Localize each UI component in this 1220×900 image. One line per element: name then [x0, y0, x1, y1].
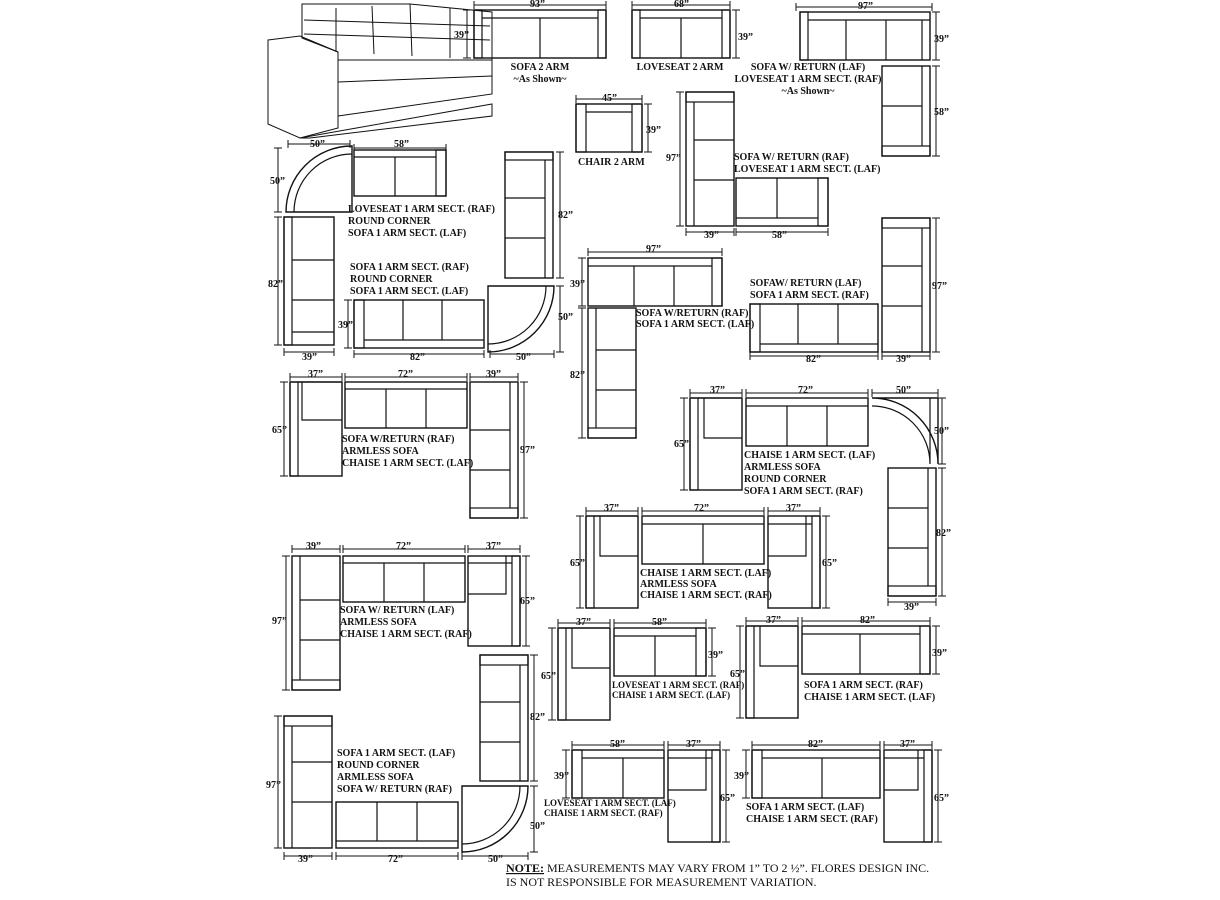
- dim-label: 39”: [708, 650, 723, 661]
- chaise-raf-arm: [924, 750, 932, 842]
- config-label-line: SOFAW/ RETURN (LAF): [750, 278, 862, 289]
- config-label-line: LOVESEAT 1 ARM SECT. (RAF): [348, 204, 495, 215]
- config-label-line: LOVESEAT 1 ARM SECT. (RAF): [734, 74, 882, 85]
- dim-label: 45”: [602, 93, 617, 104]
- chaise-laf-arm: [746, 626, 754, 718]
- sofa-return-laf-module: [800, 12, 930, 60]
- loveseat-laf-arm: [818, 178, 828, 226]
- sofa-illustration-base: [300, 104, 492, 138]
- config-label: [804, 680, 935, 703]
- note-line-1: MEASUREMENTS MAY VARY FROM 1” TO 2 ½”. FLORES DESIGN INC.: [544, 861, 930, 875]
- config-label: [511, 62, 570, 85]
- chaise-raf-arm: [812, 516, 820, 608]
- round-corner-module: [286, 146, 352, 212]
- dim-label: 58”: [772, 230, 787, 241]
- chaise-laf-back: [566, 628, 610, 668]
- dim-label: 82”: [806, 354, 821, 365]
- sofa-return-laf-arm: [292, 680, 340, 690]
- dim-label: 72”: [396, 541, 411, 552]
- dim-label: 50”: [516, 352, 531, 363]
- dim-label: 39”: [738, 32, 753, 43]
- sofa-2-arm: [474, 10, 606, 58]
- sofa-2-arm-right-arm: [598, 10, 606, 58]
- dim-label: 58”: [610, 739, 625, 750]
- dim-label: 37”: [710, 385, 725, 396]
- sofa-illustration-arm: [268, 36, 338, 138]
- config-label-line: SOFA 1 ARM SECT. (LAF): [636, 319, 755, 330]
- config-sofa-round-sofa: [354, 152, 554, 352]
- sofa-return-laf-arm: [882, 218, 930, 228]
- config-label-line: SOFA 1 ARM SECT. (RAF): [804, 680, 923, 691]
- dim-label: 37”: [308, 369, 323, 380]
- round-corner-back: [462, 786, 520, 844]
- config-label: [350, 262, 469, 297]
- config-label-line: SOFA 1 ARM SECT. (RAF): [350, 262, 469, 273]
- dim-label: 97”: [272, 616, 287, 627]
- sofa-illustration-tuft-5: [304, 20, 490, 26]
- loveseat-raf-module: [614, 628, 706, 676]
- chair-2-arm-right-arm: [632, 104, 642, 152]
- config-label-line: SOFA 1 ARM SECT. (LAF): [350, 286, 469, 297]
- config-label-line: SOFA W/ RETURN (RAF): [734, 152, 849, 163]
- dim-label: 65”: [520, 596, 535, 607]
- dim-label: 50”: [530, 821, 545, 832]
- dim-label: 65”: [822, 558, 837, 569]
- sofa-laf-arm: [354, 300, 364, 348]
- config-label-line: CHAISE 1 ARM SECT. (RAF): [746, 814, 878, 825]
- dim-label: 37”: [766, 615, 781, 626]
- dim-label: 82”: [860, 615, 875, 626]
- dim-label: 39”: [904, 602, 919, 613]
- dim-label: 82”: [558, 210, 573, 221]
- config-label-line: LOVESEAT 1 ARM SECT. (LAF): [734, 164, 881, 175]
- config-label-line: CHAISE 1 ARM SECT. (RAF): [640, 590, 772, 601]
- sofa-return-raf-arm: [470, 508, 518, 518]
- sofa-2-arm-left-arm: [474, 10, 482, 58]
- config-label: [348, 204, 495, 239]
- dim-label: 72”: [398, 369, 413, 380]
- sofa-laf-arm: [284, 217, 292, 345]
- chaise-laf-back: [698, 398, 742, 438]
- chair-2-arm: [576, 104, 642, 152]
- dim-label: 82”: [530, 712, 545, 723]
- sofa-return-raf-module: [284, 716, 332, 848]
- round-corner-module: [872, 398, 938, 464]
- config-label: [746, 802, 878, 825]
- sofa-return-raf-module: [588, 258, 722, 306]
- chaise-raf-arm: [712, 750, 720, 842]
- config-label-line: SOFA 1 ARM SECT. (LAF): [746, 802, 865, 813]
- sofa-raf-arm: [888, 586, 936, 596]
- sofa-illustration-seam: [338, 76, 492, 82]
- loveseat-raf-arm: [436, 150, 446, 196]
- dim-label: 58”: [652, 617, 667, 628]
- dim-label: 39”: [934, 34, 949, 45]
- measurement-note-line-2: IS NOT RESPONSIBLE FOR MEASUREMENT VARIATION.: [506, 875, 817, 889]
- sofa-illustration: [268, 4, 492, 138]
- dim-label: 97”: [520, 445, 535, 456]
- sofa-laf-module: [752, 750, 880, 798]
- dim-label: 39”: [570, 279, 585, 290]
- dim-label: 39”: [734, 771, 749, 782]
- sofa-raf-module: [505, 152, 553, 278]
- config-label-line: SOFA 1 ARM SECT. (LAF): [348, 228, 467, 239]
- config-label-line: SOFA 1 ARM SECT. (RAF): [744, 486, 863, 497]
- config-label-line: ARMLESS SOFA: [640, 579, 717, 590]
- loveseat-raf-arm: [696, 628, 706, 676]
- round-corner-back: [488, 286, 546, 344]
- dim-label: 65”: [570, 558, 585, 569]
- loveseat-2-arm-left-arm: [632, 10, 640, 58]
- dim-label: 65”: [674, 439, 689, 450]
- config-label-line: SOFA W/RETURN (RAF): [342, 434, 455, 445]
- dim-label: 39”: [646, 125, 661, 136]
- dim-label: 82”: [936, 528, 951, 539]
- config-label-line: CHAIR 2 ARM: [578, 157, 645, 168]
- sofa-return-laf-arm: [800, 12, 808, 60]
- dim-line: [530, 786, 538, 852]
- dim-label: 58”: [934, 107, 949, 118]
- config-label-line: CHAISE 1 ARM SECT. (LAF): [804, 692, 936, 703]
- dim-label: 39”: [302, 352, 317, 363]
- dim-label: 65”: [272, 425, 287, 436]
- config-label: [337, 748, 455, 795]
- config-label-line: SOFA W/ RETURN (LAF): [340, 605, 455, 616]
- dim-label: 39”: [704, 230, 719, 241]
- dim-label: 97”: [266, 780, 281, 791]
- dim-label: 82”: [268, 279, 283, 290]
- config-label-line: SOFA W/ RETURN (LAF): [750, 62, 866, 73]
- dim-label: 37”: [900, 739, 915, 750]
- sofa-return-laf-module: [882, 218, 930, 352]
- config-label: [342, 434, 473, 469]
- dim-label: 93”: [530, 0, 545, 10]
- config-label: [734, 152, 880, 175]
- chaise-raf-back: [884, 750, 924, 790]
- dim-label: 82”: [808, 739, 823, 750]
- sofa-laf-module: [354, 300, 484, 348]
- sofa-raf-module: [888, 468, 936, 596]
- config-label-line: LOVESEAT 1 ARM SECT. (LAF): [544, 798, 676, 808]
- config-label: [578, 157, 645, 168]
- chaise-laf-arm: [558, 628, 566, 720]
- dim-label: 50”: [558, 312, 573, 323]
- chaise-raf-back: [768, 516, 812, 556]
- config-chaise-laf-sofa: [746, 626, 930, 718]
- dim-label: 39”: [486, 369, 501, 380]
- dim-label: 72”: [798, 385, 813, 396]
- config-label-line: ARMLESS SOFA: [342, 446, 419, 457]
- dim-label: 37”: [486, 541, 501, 552]
- dim-label: 72”: [694, 503, 709, 514]
- chaise-raf-back: [468, 556, 512, 594]
- dim-label: 50”: [488, 854, 503, 865]
- config-label-line: SOFA W/RETURN (RAF): [636, 308, 749, 319]
- config-loveseat-chaise-raf: [572, 750, 720, 842]
- config-label: [640, 568, 772, 601]
- config-label-line: CHAISE 1 ARM SECT. (RAF): [544, 808, 663, 818]
- round-corner-back: [294, 154, 352, 212]
- config-label-line: CHAISE 1 ARM SECT. (LAF): [640, 568, 772, 579]
- loveseat-raf-module: [882, 66, 930, 156]
- loveseat-raf-arm: [882, 146, 930, 156]
- config-label: [735, 62, 882, 97]
- sofa-raf-arm: [920, 626, 930, 674]
- note-key: NOTE:: [506, 861, 545, 875]
- chaise-raf-module: [884, 750, 932, 842]
- config-label-line: ARMLESS SOFA: [340, 617, 417, 628]
- dim-label: 65”: [541, 671, 556, 682]
- config-label-line: ROUND CORNER: [348, 216, 431, 227]
- dim-label: 39”: [306, 541, 321, 552]
- dim-label: 37”: [604, 503, 619, 514]
- dim-label: 97”: [646, 244, 661, 255]
- round-corner-back: [872, 398, 930, 464]
- dim-label: 50”: [270, 176, 285, 187]
- dim-label: 50”: [310, 139, 325, 150]
- config-label: [612, 680, 744, 700]
- sofa-laf-arm: [752, 750, 762, 798]
- config-label-line: ROUND CORNER: [350, 274, 433, 285]
- config-label-line: LOVESEAT 2 ARM: [636, 62, 724, 73]
- dim-label: 50”: [896, 385, 911, 396]
- chair-2-arm-left-arm: [576, 104, 586, 152]
- config-label-line: CHAISE 1 ARM SECT. (LAF): [744, 450, 876, 461]
- dim-label: 72”: [388, 854, 403, 865]
- chaise-laf-back: [594, 516, 638, 556]
- config-chaise-laf-loveseat: [558, 628, 706, 720]
- dim-label: 82”: [410, 352, 425, 363]
- chaise-laf-back: [754, 626, 798, 666]
- config-label-line: SOFA W/ RETURN (RAF): [337, 784, 452, 795]
- config-label: [750, 278, 869, 301]
- config-label: [744, 450, 875, 497]
- round-corner-module: [462, 786, 528, 852]
- dim-label: 97”: [932, 281, 947, 292]
- config-label-line: ARMLESS SOFA: [337, 772, 414, 783]
- dim-label: 37”: [576, 617, 591, 628]
- dim-label: 37”: [786, 503, 801, 514]
- loveseat-laf-module: [736, 178, 828, 226]
- dim-label: 65”: [730, 669, 745, 680]
- config-loveseat-round-sofa: [284, 146, 446, 345]
- chaise-laf-arm: [690, 398, 698, 490]
- chaise-laf-arm: [290, 382, 298, 476]
- loveseat-2-arm-right-arm: [722, 10, 730, 58]
- sofa-raf-module: [802, 626, 930, 674]
- sofa-return-raf-module: [470, 382, 518, 518]
- config-label-line: SOFA 1 ARM SECT. (RAF): [750, 290, 869, 301]
- config-label-line: ARMLESS SOFA: [744, 462, 821, 473]
- loveseat-laf-module: [572, 750, 664, 798]
- dim-label: 97”: [666, 153, 681, 164]
- dim-label: 39”: [338, 320, 353, 331]
- sofa-illustration-tuft-2: [372, 6, 374, 54]
- sofa-laf-arm: [480, 655, 528, 665]
- config-label-line: CHAISE 1 ARM SECT. (RAF): [340, 629, 472, 640]
- sofa-return-raf-module: [686, 92, 734, 226]
- dim-label: 39”: [932, 648, 947, 659]
- sofa-raf-arm: [505, 152, 553, 160]
- loveseat-2-arm: [632, 10, 730, 58]
- config-label-line: SOFA 2 ARM: [510, 62, 570, 73]
- dim-label: 37”: [686, 739, 701, 750]
- config-label-line: SOFA 1 ARM SECT. (LAF): [337, 748, 456, 759]
- config-label: [340, 605, 472, 640]
- config-label: [637, 62, 724, 73]
- config-chaise-armless-round-sofa: [690, 398, 938, 596]
- config-label-line: LOVESEAT 1 ARM SECT. (RAF): [612, 680, 745, 690]
- config-label-line: ~As Shown~: [513, 74, 567, 85]
- chaise-laf-arm: [586, 516, 594, 608]
- round-corner-module: [488, 286, 554, 352]
- chaise-laf-back: [298, 382, 342, 420]
- sofa-laf-module: [480, 655, 528, 781]
- chaise-raf-back: [668, 750, 712, 790]
- config-label-line: ROUND CORNER: [744, 474, 827, 485]
- measurement-note: [506, 861, 929, 875]
- sofa-laf-arm: [588, 428, 636, 438]
- dim-label: 65”: [934, 793, 949, 804]
- dim-label: 65”: [720, 793, 735, 804]
- config-label: [544, 798, 676, 818]
- config-label: [636, 308, 754, 330]
- sofa-illustration-tuft-3: [410, 4, 412, 56]
- dim-label: 39”: [298, 854, 313, 865]
- dim-label: 50”: [934, 426, 949, 437]
- config-label-line: CHAISE 1 ARM SECT. (LAF): [342, 458, 474, 469]
- dim-label: 97”: [858, 1, 873, 12]
- config-label-line: ~As Shown~: [781, 86, 835, 97]
- sofa-return-raf-arm: [712, 258, 722, 306]
- loveseat-laf-arm: [572, 750, 582, 798]
- config-sofa-return-raf-sofa: [588, 258, 722, 438]
- config-label-line: CHAISE 1 ARM SECT. (LAF): [612, 690, 731, 700]
- sofa-return-raf-arm: [686, 92, 734, 102]
- sofa-raf-module: [750, 304, 878, 352]
- config-label-line: ROUND CORNER: [337, 760, 420, 771]
- dim-label: 68”: [674, 0, 689, 10]
- dim-label: 39”: [554, 771, 569, 782]
- config-sofa-chaise-raf: [752, 750, 932, 842]
- dim-label: 82”: [570, 370, 585, 381]
- dim-label: 39”: [454, 30, 469, 41]
- chaise-raf-arm: [512, 556, 520, 646]
- dim-label: 58”: [394, 139, 409, 150]
- sofa-return-raf-arm: [284, 716, 332, 726]
- armless-sofa-module: [746, 398, 868, 446]
- sofa-return-laf-module: [292, 556, 340, 690]
- dim-label: 39”: [896, 354, 911, 365]
- sofa-laf-module: [588, 308, 636, 438]
